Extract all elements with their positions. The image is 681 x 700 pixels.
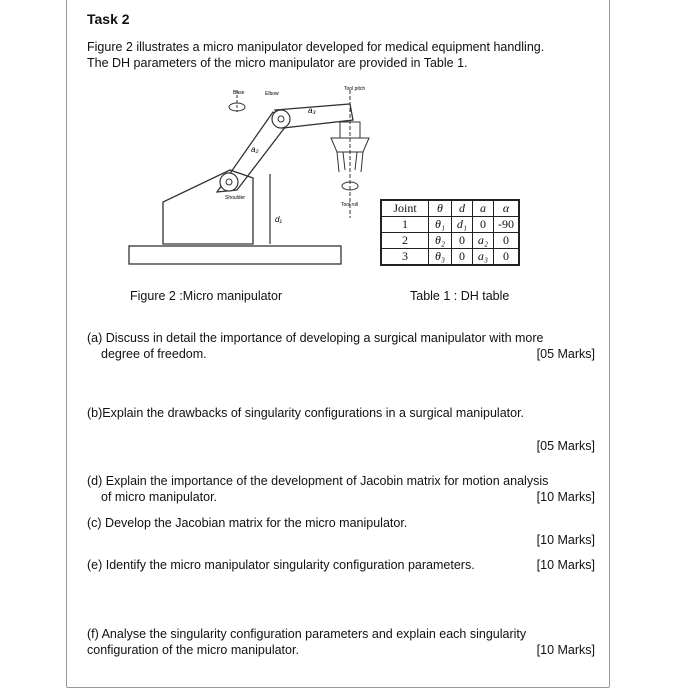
label-a2: a₂ (251, 145, 259, 154)
question-e-marks: [10 Marks] (536, 558, 595, 572)
dh-header: d (452, 200, 473, 217)
label-tool-pitch: Tool pitch (344, 86, 366, 92)
dh-header: θ (429, 200, 452, 217)
table-caption: Table 1 : DH table (410, 289, 510, 303)
base-body (163, 170, 253, 244)
label-base: Base (233, 90, 245, 96)
figure-caption: Figure 2 :Micro manipulator (130, 289, 283, 303)
dh-cell: a₃ (473, 249, 494, 266)
dh-row (381, 217, 519, 233)
dh-header: a (473, 200, 494, 217)
dh-cell: 3 (381, 249, 429, 266)
dh-cell: θ₃ (429, 249, 452, 266)
dh-cell: θ₁ (429, 217, 452, 233)
question-f-marks: [10 Marks] (536, 643, 595, 657)
question-c-marks: [10 Marks] (536, 533, 595, 547)
elbow-joint (272, 110, 290, 128)
dh-parameter-table (380, 199, 520, 266)
dh-cell: -90 (494, 217, 520, 233)
intro-line-2: The DH parameters of the micro manipulator are provided in Table 1. (87, 56, 468, 70)
dh-header: Joint (381, 200, 429, 217)
dh-cell: 1 (381, 217, 429, 233)
dh-cell: 0 (494, 249, 520, 266)
micro-manipulator-figure (125, 82, 375, 272)
base-plate (129, 246, 341, 264)
question-b-marks: [05 Marks] (536, 439, 595, 453)
label-a3: a₃ (308, 106, 316, 115)
dh-cell: θ₂ (429, 233, 452, 249)
question-a-line-2: degree of freedom. (101, 347, 207, 361)
dh-cell: 2 (381, 233, 429, 249)
question-a-line-1: (a) Discuss in detail the importance of developing a surgical manipulator with more (87, 331, 544, 345)
task-heading: Task 2 (87, 11, 130, 27)
dh-header: α (494, 200, 520, 217)
dh-cell: 0 (473, 217, 494, 233)
label-tool-roll: Tool roll (341, 202, 359, 208)
question-d-line-2: of micro manipulator. (101, 490, 218, 504)
question-e-line-1: (e) Identify the micro manipulator singularity configuration parameters. (87, 558, 475, 572)
dh-header-row (381, 200, 519, 217)
dh-row (381, 249, 519, 266)
question-a-marks: [05 Marks] (536, 347, 595, 361)
question-d-marks: [10 Marks] (536, 490, 595, 504)
question-f-line-2: configuration of the micro manipulator. (87, 643, 299, 657)
dh-cell: 0 (452, 233, 473, 249)
label-d1: d₁ (275, 215, 282, 224)
question-b-line-1: (b)Explain the drawbacks of singularity configurations in a surgical manipulator. (87, 406, 525, 420)
dh-cell: d₁ (452, 217, 473, 233)
question-f-line-1: (f) Analyse the singularity configuration parameters and explain each singularity (87, 627, 527, 641)
label-elbow: Elbow (265, 91, 279, 97)
dh-row (381, 233, 519, 249)
dh-cell: 0 (452, 249, 473, 266)
question-c-line-1: (c) Develop the Jacobian matrix for the micro manipulator. (87, 516, 408, 530)
question-d-line-1: (d) Explain the importance of the development of Jacobin matrix for motion analysis (87, 474, 549, 488)
dh-cell: a₂ (473, 233, 494, 249)
shoulder-joint (220, 173, 238, 191)
intro-line-1: Figure 2 illustrates a micro manipulator developed for medical equipment handling. (87, 40, 545, 54)
dh-cell: 0 (494, 233, 520, 249)
label-shoulder: Shoulder (225, 195, 246, 201)
